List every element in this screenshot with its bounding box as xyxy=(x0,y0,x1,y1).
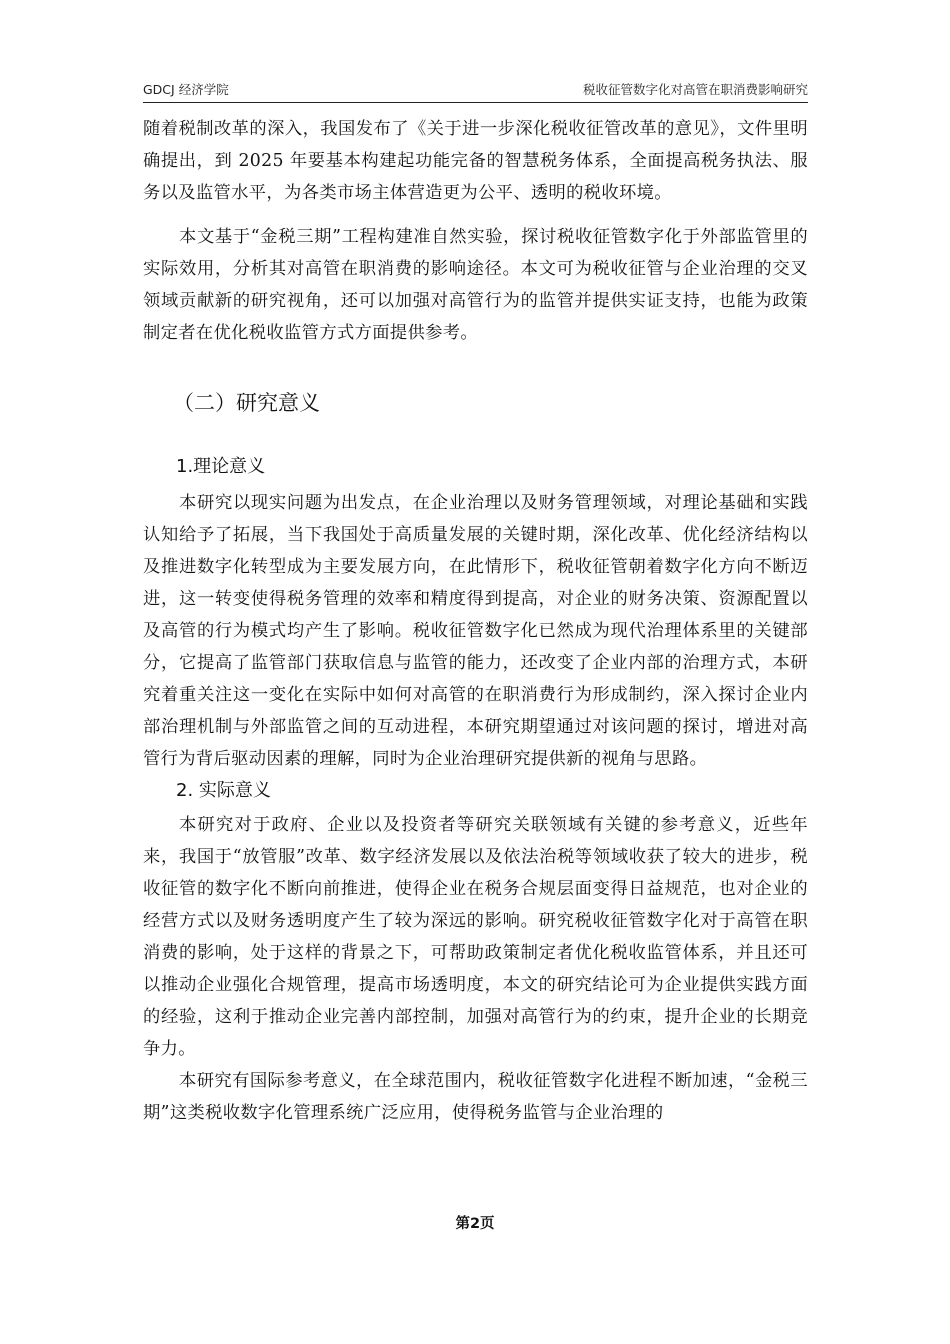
header-paper-title: 税收征管数字化对高管在职消费影响研究 xyxy=(582,82,808,97)
paragraph-practical-significance: 本研究对于政府、企业以及投资者等研究关联领域有关键的参考意义，近些年来，我国于“放管服”改革、数字经济发展以及依法治税等领域收获了较大的进步，税收征管的数字化不断向前推进，使得企业在税务合规层面变得日益规范，也对企业的经营方式以及财务透明度产生了较为深远的影响。研究税收征管数字化对于高管在职消费的影响，处于这样的背景之下，可帮助政策制定者优化税收监管体系，并且还可以推动企业强化合规管理，提高市场透明度，本文的研究结论可为企业提供实践方面的经验，这利于推动企业完善内部控制，加强对高管行为的约束，提升企业的长期竞争力。 xyxy=(143,815,808,1059)
subsection-heading-practical: 2. 实际意义 xyxy=(176,780,271,801)
paragraph-theoretical-significance: 本研究以现实问题为出发点，在企业治理以及财务管理领域，对理论基础和实践认知给予了拓展，当下我国处于高质量发展的关键时期，深化改革、优化经济结构以及推进数字化转型成为主要发展方向，在此情形下，税收征管朝着数字化方向不断迈进，这一转变使得税务管理的效率和精度得到提高，对企业的财务决策、资源配置以及高管的行为模式均产生了影响。税收征管数字化已然成为现代治理体系里的关键部分，它提高了监管部门获取信息与监管的能力，还改变了企业内部的治理方式，本研究着重关注这一变化在实际中如何对高管的在职消费行为形成制约，深入探讨企业内部治理机制与外部监管之间的互动进程，本研究期望通过对该问题的探讨，增进对高管行为背后驱动因素的理解，同时为企业治理研究提供新的视角与思路。 xyxy=(143,493,808,769)
paragraph-reform-background: 随着税制改革的深入，我国发布了《关于进一步深化税收征管改革的意见》，文件里明确提出，到 2025 年要基本构建起功能完备的智慧税务体系，全面提高税务执法、服务以及监管水平，为各类市场主体营造更为公平、透明的税收环境。 xyxy=(143,119,808,203)
header-institution: GDCJ 经济学院 xyxy=(143,82,229,97)
paragraph-international-significance: 本研究有国际参考意义，在全球范围内，税收征管数字化进程不断加速，“金税三期”这类税收数字化管理系统广泛应用，使得税务监管与企业治理的 xyxy=(143,1071,808,1123)
paragraph-study-overview: 本文基于“金税三期”工程构建准自然实验，探讨税收征管数字化于外部监管里的实际效用，分析其对高管在职消费的影响途径。本文可为税收征管与企业治理的交叉领域贡献新的研究视角，还可以加强对高管行为的监管并提供实证支持，也能为政策制定者在优化税收监管方式方面提供参考。 xyxy=(143,227,808,343)
page-header xyxy=(143,78,808,103)
section-heading-research-significance: （二）研究意义 xyxy=(173,391,320,415)
page-body xyxy=(143,113,808,1129)
page-number: 第2页 xyxy=(455,1216,495,1232)
subsection-heading-theoretical: 1.理论意义 xyxy=(176,456,266,477)
